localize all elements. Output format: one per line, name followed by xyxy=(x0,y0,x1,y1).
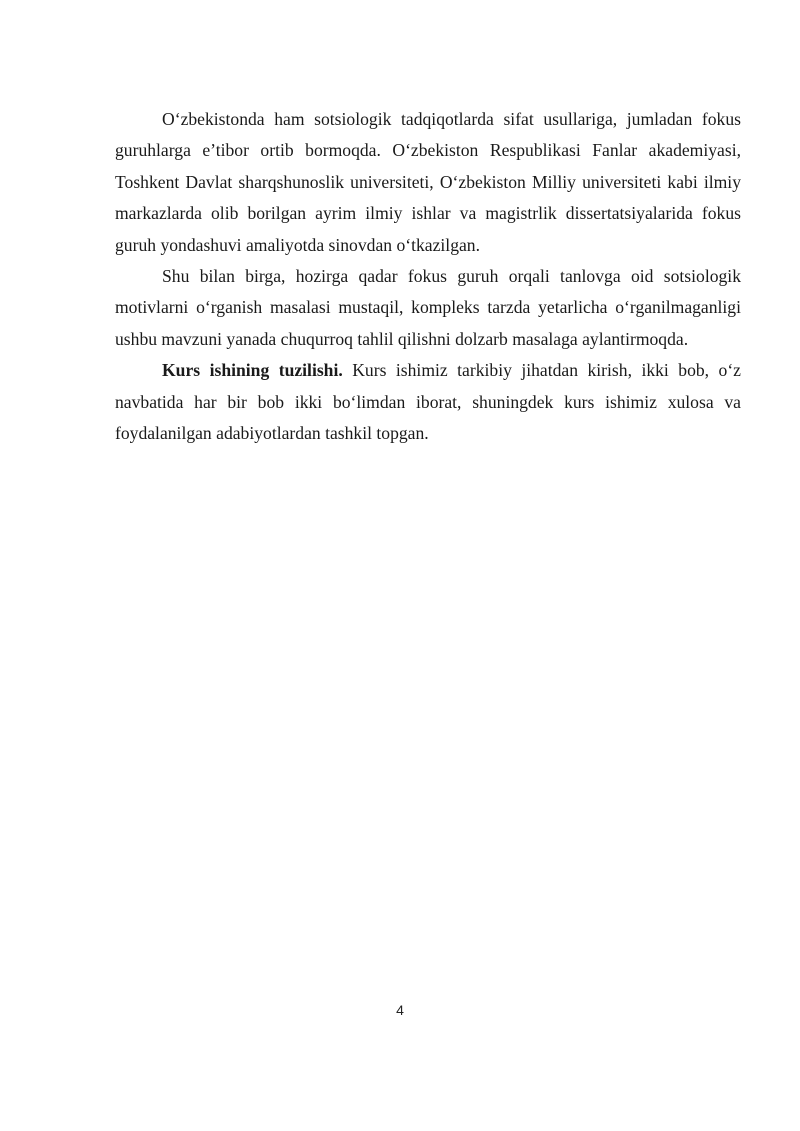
paragraph-3-text: Kurs ishimiz tarkibiy jihatdan kirish, ikki bob, o‘z navbatida har bir bob ikki bo‘limdan iborat, shuningdek kurs ishimiz xulosa va foydalanilgan adabiyotlardan tashkil topgan. xyxy=(115,360,741,444)
body-text xyxy=(115,104,741,449)
page-number: 4 xyxy=(396,1002,404,1018)
paragraph-2-text: Shu bilan birga, hozirga qadar fokus guruh orqali tanlovga oid sotsiologik motivlarni o‘rganish masalasi mustaqil, kompleks tarzda yetarlicha o‘rganilmaganligi ushbu mavzuni yanada chuqurroq tahlil qilishni dolzarb masalaga aylantirmoqda. xyxy=(115,266,741,349)
section-lead-heading: Kurs ishining tuzilishi. xyxy=(162,360,343,381)
paragraph-1-text: O‘zbekistonda ham sotsiologik tadqiqotlarda sifat usullariga, jumladan fokus guruhlarga e’tibor ortib bormoqda. O‘zbekiston Respublikasi Fanlar akademiyasi, Toshkent Davlat sharqshunoslik universiteti, O‘zbekiston Milliy universiteti kabi ilmiy markazlarda olib borilgan ayrim ilmiy ishlar va magistrlik dissertatsiyalarida fokus guruh yondashuvi amaliyotda sinovdan o‘tkazilgan. xyxy=(115,109,741,255)
paragraph-3 xyxy=(115,355,741,449)
paragraph-1 xyxy=(115,104,741,261)
paragraph-2 xyxy=(115,261,741,355)
